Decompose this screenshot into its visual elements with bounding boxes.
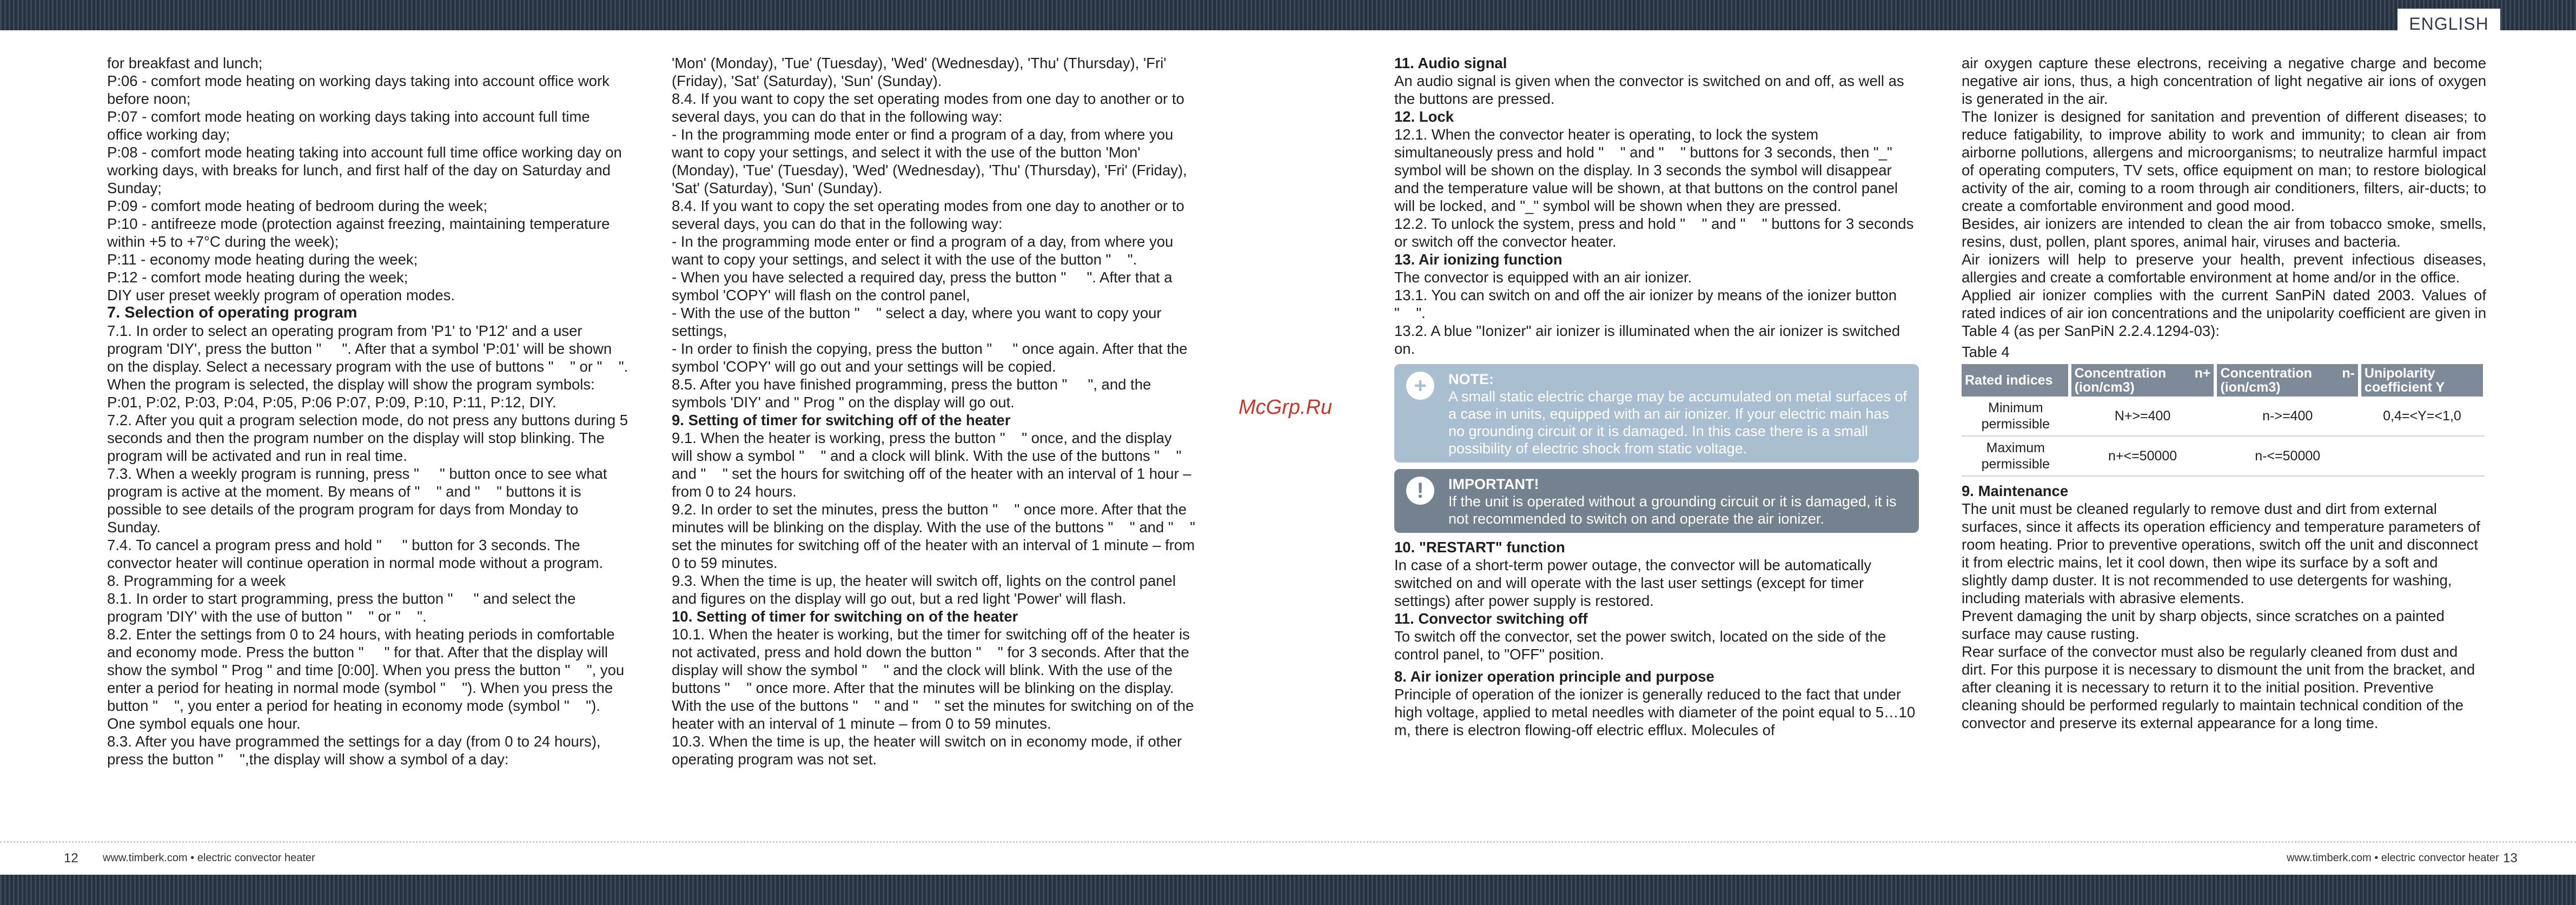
text-line: 7.3. When a weekly program is running, press " " button once to see what program is active at the moment. By means of " " and " " buttons it is possible to see details of the program program for days from Monday to Sunday. bbox=[107, 465, 607, 536]
exclamation-icon: ! bbox=[1406, 477, 1434, 505]
table-4 bbox=[1962, 364, 2486, 477]
text-line: P:08 - comfort mode heating taking into account full time office working day on working days, with breaks for lunch, and first half of the day on Saturday and Sunday; bbox=[107, 144, 622, 196]
section-heading: 9. Setting of timer for switching off of the heater bbox=[672, 412, 1011, 428]
text-line: 8.1. In order to start programming, press the button " " and select the program 'DIY' with the use of button " " or " ". bbox=[107, 590, 576, 625]
text-line: - With the use of the button " " select a day, where you want to copy your settings, bbox=[672, 305, 1162, 339]
text-line: 12.1. When the convector heater is operating, to lock the system simultaneously press and hold " " and " " buttons for 3 seconds, then "_" symbol will be shown on the display. In 3 seconds the symbol will disappear and the temperature value will be shown, at that buttons on the control panel will be locked, and "_" symbol will be shown when they are pressed. bbox=[1394, 126, 1898, 214]
text-line: Principle of operation of the ionizer is generally reduced to the fact that under high voltage, applied to metal needles with diameter of the point equal to 5…10 m, there is electron flowing-off electric efflux. Molecules of bbox=[1394, 686, 1916, 738]
text-line: P:06 - comfort mode heating on working days taking into account office work before noon; bbox=[107, 72, 610, 107]
section-heading: 11. Convector switching off bbox=[1394, 610, 1588, 627]
text-line: 9.3. When the time is up, the heater will switch off, lights on the control panel and figures on the display will go out, but a red light 'Power' will flash. bbox=[672, 572, 1176, 607]
footer-text-right: www.timberk.com • electric convector heater bbox=[2287, 852, 2499, 864]
text-line: Besides, air ionizers are intended to clean the air from tobacco smoke, smells, resins, dust, pollen, plant spores, animal hair, viruses and bacteria. bbox=[1962, 215, 2486, 250]
text-line: 9.1. When the heater is working, press the button " " once, and the display will show a symbol " " and a clock will blink. With the use of the buttons " " and " " set the hours for switching off of the heater with an interval of 1 hour – from 0 to 24 hours. bbox=[672, 430, 1191, 500]
text-line: 8.2. Enter the settings from 0 to 24 hours, with heating periods in comfortable and economy mode. Press the button " " for that. After that the display will show the symbol " Prog " and time [0:00]. When you press the button " ", you enter a period for heating in normal mode (symbol " "). When you press the button " ", you enter a period for heating in economy mode (symbol " "). One symbol equals one hour. bbox=[107, 626, 625, 732]
column-3 bbox=[1394, 54, 1919, 739]
table-row bbox=[1962, 397, 2485, 436]
text-line: DIY user preset weekly program of operation modes. bbox=[107, 287, 455, 303]
watermark: McGrp.Ru bbox=[1239, 396, 1333, 419]
page-number-left: 12 bbox=[64, 851, 78, 866]
text-line: P:09 - comfort mode heating of bedroom during the week; bbox=[107, 197, 488, 214]
table-header-cell: Rated indices bbox=[1962, 364, 2070, 397]
top-decorative-band bbox=[0, 0, 2576, 30]
table-header-cell: Concentration n+ (ion/cm3) bbox=[2070, 364, 2216, 397]
section-heading: 13. Air ionizing function bbox=[1394, 251, 1562, 268]
footer-text-left: www.timberk.com • electric convector heater bbox=[103, 852, 315, 864]
table-cell: Minimum permissible bbox=[1962, 397, 2070, 436]
column-1 bbox=[107, 54, 628, 768]
text-line: To switch off the convector, set the power switch, located on the side of the control panel, to "OFF" position. bbox=[1394, 628, 1886, 663]
text-line: 13.1. You can switch on and off the air ionizer by means of the ionizer button " ". bbox=[1394, 287, 1897, 321]
text-line: The convector is equipped with an air ionizer. bbox=[1394, 269, 1692, 286]
text-line: 12.2. To unlock the system, press and hold " " and " " buttons for 3 seconds or switch off the convector heater. bbox=[1394, 215, 1914, 250]
section-heading: 11. Audio signal bbox=[1394, 55, 1507, 71]
text-line: P:10 - antifreeze mode (protection against freezing, maintaining temperature within +5 to +7°C during the week); bbox=[107, 215, 610, 250]
text-line: 'Mon' (Monday), 'Tue' (Tuesday), 'Wed' (Wednesday), 'Thu' (Thursday), 'Fri' (Friday), 'Sat' (Saturday), 'Sun' (Sunday). bbox=[672, 55, 1167, 89]
section-heading: 10. "RESTART" function bbox=[1394, 539, 1565, 556]
text-line: Prevent damaging the unit by sharp objects, since scratches on a painted surface may cause rusting. bbox=[1962, 607, 2445, 642]
section-heading: 8. Air ionizer operation principle and purpose bbox=[1394, 668, 1714, 685]
table-cell: n->=400 bbox=[2215, 397, 2359, 436]
text-line: An audio signal is given when the convector is switched on and off, as well as the buttons are pressed. bbox=[1394, 72, 1904, 107]
text-line: - In the programming mode enter or find a program of a day, from where you want to copy your settings, and select it with the use of the button 'Mon' (Monday), 'Tue' (Tuesday), 'Wed' (Wednesday), 'Thu' (Thursday), 'Fri' (Friday), 'Sat' (Saturday), 'Sun' (Sunday). bbox=[672, 126, 1187, 196]
text-line: - When you have selected a required day, press the button " ". After that a symbol 'COPY' will flash on the control panel, bbox=[672, 269, 1173, 303]
text-line: Air ionizers will help to preserve your health, prevent infectious diseases, allergies and create a comfortable environment at home and/or in the office. bbox=[1962, 251, 2486, 286]
text-line: 13.2. A blue "Ionizer" air ionizer is illuminated when the air ionizer is switched on. bbox=[1394, 322, 1900, 357]
page-number-right: 13 bbox=[2503, 851, 2518, 866]
table-cell: 0,4=<Y=<1,0 bbox=[2360, 397, 2485, 436]
text-line: 7.1. In order to select an operating program from 'P1' to 'P12' and a user program 'DIY', press the button " ". After that a symbol 'P:01' will be shown on the display. Select a necessary program with the use of buttons " " or " ". When the program is selected, the display will show the program symbols: P:01, P:02, P:03, P:04, P:05, P:06 P:07, P:09, P:10, P:11, P:12, DIY. bbox=[107, 322, 628, 411]
table-header-cell: Concentration n- (ion/cm3) bbox=[2215, 364, 2359, 397]
table-row bbox=[1962, 436, 2485, 476]
text-line: for breakfast and lunch; bbox=[107, 55, 263, 71]
text-line: P:07 - comfort mode heating on working days taking into account full time office working day; bbox=[107, 108, 590, 143]
text-line: 8.5. After you have finished programming, press the button " ", and the symbols 'DIY' and " Prog " on the display will go out. bbox=[672, 376, 1151, 411]
text-line: The unit must be cleaned regularly to remove dust and dirt from external surfaces, since it affects its operation efficiency and temperature parameters of room heating. Prior to preventive operations, switch off the unit and disconnect it from electric mains, let it cool down, then wipe its surface by a soft and slightly damp duster. It is not recommended to use detergents for washing, including materials with abrasive elements. bbox=[1962, 500, 2480, 606]
table-cell: Maximum permissible bbox=[1962, 436, 2070, 476]
text-line: 8.4. If you want to copy the set operating modes from one day to another or to several days, you can do that in the following way: bbox=[672, 90, 1184, 125]
text-line: 8. Programming for a week bbox=[107, 572, 286, 589]
text-line: 9.2. In order to set the minutes, press the button " " once more. After that the minutes will be blinking on the display. With the use of the buttons " " and " " set the minutes for switching off of the heater with an interval of 1 minute – from 0 to 59 minutes. bbox=[672, 501, 1195, 571]
text-line: The Ionizer is designed for sanitation and prevention of different diseases; to reduce fatigability, to improve ability to work and immunity; to clean air from airborne pollutions, allergens and microorganisms; to neutralize harmful impact of operating computers, TV sets, office equipment on man; to restore biological activity of the air, coming to a room through air conditioners, filters, air-ducts; to create a comfortable environment and good mood. bbox=[1962, 108, 2486, 214]
text-line: air oxygen capture these electrons, receiving a negative charge and become negative air ions, thus, a high concentration of light negative air ions of oxygen is generated in the air. bbox=[1962, 55, 2486, 107]
column-2 bbox=[672, 54, 1196, 768]
plus-icon: + bbox=[1406, 372, 1434, 400]
text-line: - In order to finish the copying, press the button " " once again. After that the symbol 'COPY' will go out and your settings will be copied. bbox=[672, 340, 1188, 375]
section-heading: 10. Setting of timer for switching on of the heater bbox=[672, 608, 1018, 625]
table-cell bbox=[2360, 436, 2485, 476]
table-header-row bbox=[1962, 364, 2485, 397]
text-line: In case of a short-term power outage, the convector will be automatically switched on and will operate with the last user settings (except for timer settings) after power supply is restored. bbox=[1394, 557, 1871, 609]
table-cell: n+<=50000 bbox=[2070, 436, 2216, 476]
table-cell: N+>=400 bbox=[2070, 397, 2216, 436]
important-title: IMPORTANT! bbox=[1448, 476, 1539, 492]
note-box bbox=[1394, 364, 1919, 463]
section-heading: 9. Maintenance bbox=[1962, 483, 2069, 499]
text-line: P:11 - economy mode heating during the week; bbox=[107, 251, 418, 268]
text-line: 8.3. After you have programmed the settings for a day (from 0 to 24 hours), press the button " ",the display will show a symbol of a day: bbox=[107, 733, 601, 768]
column-4 bbox=[1962, 54, 2486, 732]
text-line: Applied air ionizer complies with the current SanPiN dated 2003. Values of rated indices of air ion concentrations and the unipolarity coefficient are given in Table 4 (as per SanPiN 2.2.4.1294-03): bbox=[1962, 287, 2486, 339]
text-line: 8.4. If you want to copy the set operating modes from one day to another or to several days, you can do that in the following way: bbox=[672, 197, 1184, 232]
text-line: - In the programming mode enter or find a program of a day, from where you want to copy your settings, and select it with the use of the button " ". bbox=[672, 233, 1174, 268]
text-line: P:12 - comfort mode heating during the week; bbox=[107, 269, 408, 286]
important-text: If the unit is operated without a grounding circuit or it is damaged, it is not recommended to switch on and operate the air ionizer. bbox=[1448, 493, 1897, 527]
section-heading: 7. Selection of operating program bbox=[107, 304, 357, 321]
table-header-cell: Unipolarity coefficient Y bbox=[2360, 364, 2485, 397]
note-title: NOTE: bbox=[1448, 371, 1494, 387]
table-cell: n-<=50000 bbox=[2215, 436, 2359, 476]
text-line: 7.2. After you quit a program selection mode, do not press any buttons during 5 seconds and then the program number on the display will stop blinking. The program will be activated and run in real time. bbox=[107, 412, 628, 464]
text-line: 7.4. To cancel a program press and hold " " button for 3 seconds. The convector heater will continue operation in normal mode without a program. bbox=[107, 537, 604, 571]
text-line: 10.3. When the time is up, the heater will switch on in economy mode, if other operating program was not set. bbox=[672, 733, 1182, 768]
section-heading: 12. Lock bbox=[1394, 108, 1454, 125]
footer-divider bbox=[0, 841, 2576, 843]
bottom-decorative-band bbox=[0, 875, 2576, 905]
note-text: A small static electric charge may be accumulated on metal surfaces of a case in units, equipped with an air ionizer. If your electric main has no grounding circuit or it is damaged. In this case there is a small possibility of electric shock from static voltage. bbox=[1448, 388, 1907, 457]
text-line: 10.1. When the heater is working, but the timer for switching off of the heater is not activated, press and hold down the button " " for 3 seconds. After that the display will show the symbol " " and the clock will blink. With the use of the buttons " " once more. After that the minutes will be blinking on the display. With the use of the buttons " " and " " set the minutes for switching on of the heater with an interval of 1 minute – from 0 to 59 minutes. bbox=[672, 626, 1194, 732]
important-box bbox=[1394, 469, 1919, 533]
text-line: Rear surface of the convector must also be regularly cleaned from dust and dirt. For this purpose it is necessary to dismount the unit from the bracket, and after cleaning it is necessary to return it to the initial position. Preventive cleaning should be performed regularly to maintain technical condition of the convector and preserve its external appearance for a long time. bbox=[1962, 643, 2475, 731]
table-caption: Table 4 bbox=[1962, 343, 2010, 360]
language-label: ENGLISH bbox=[2398, 9, 2500, 39]
